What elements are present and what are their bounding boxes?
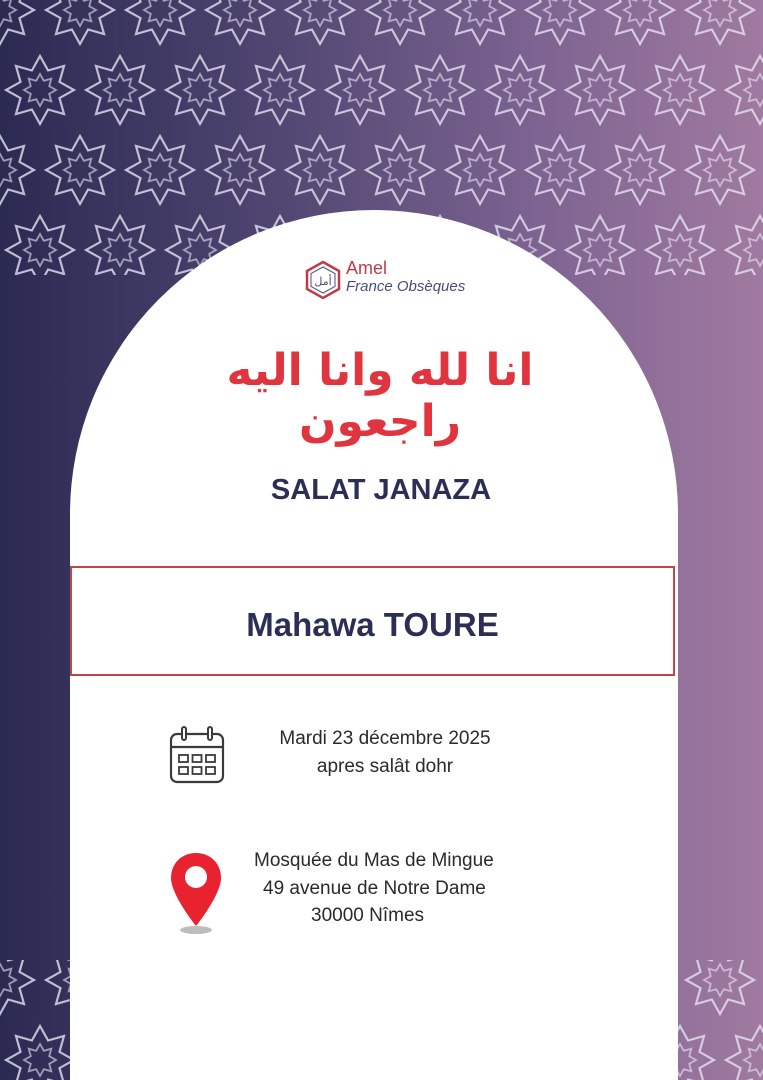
logo-arabic: أمل xyxy=(314,275,332,288)
deceased-name: Mahawa TOURE xyxy=(246,606,499,643)
location-pin-icon xyxy=(168,850,224,936)
amel-logo xyxy=(305,258,475,304)
calendar-icon xyxy=(168,725,226,785)
arabic-calligraphy: انا لله وانا اليه راجعون xyxy=(226,345,534,447)
logo-brand: Amel xyxy=(346,258,388,278)
postal-city: 30000 Nîmes xyxy=(311,905,425,926)
name-box xyxy=(70,566,675,676)
time-line: apres salât dohr xyxy=(316,756,454,777)
date-line: Mardi 23 décembre 2025 xyxy=(279,728,491,749)
logo-hexagon-icon xyxy=(305,260,341,300)
logo-subtitle: France Obsèques xyxy=(346,278,466,295)
page-title: SALAT JANAZA xyxy=(270,474,492,506)
mosque-name: Mosquée du Mas de Mingue xyxy=(254,850,494,871)
street-address: 49 avenue de Notre Dame xyxy=(263,878,486,899)
